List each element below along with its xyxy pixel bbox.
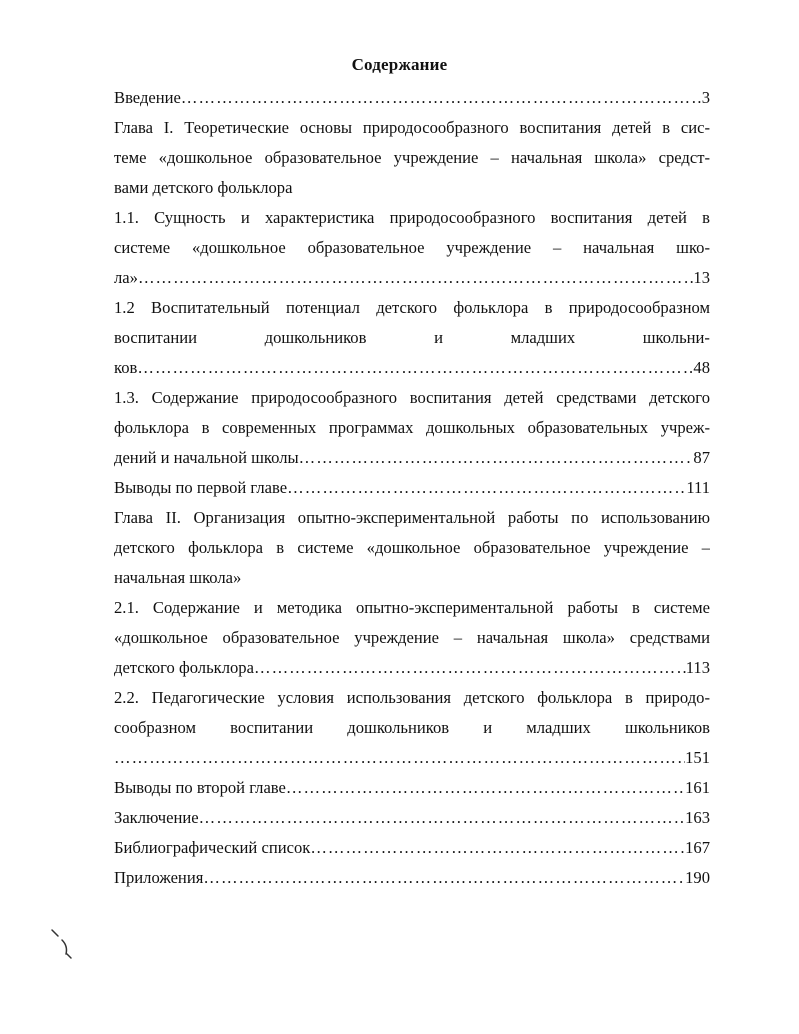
page-number: 13 xyxy=(693,268,710,287)
page-number: 113 xyxy=(685,658,710,677)
toc-word: воспитании xyxy=(230,718,314,737)
leader-dots xyxy=(299,443,694,473)
toc-line: 1.2 Воспитательный потенциал детского фольклора в природосообразном xyxy=(114,298,710,317)
toc-word: сообразном xyxy=(114,718,196,737)
leader-dots xyxy=(310,833,685,863)
toc-entry-label: Заключение xyxy=(114,808,199,827)
toc-line-last xyxy=(114,443,710,473)
toc-entry-appendices[interactable] xyxy=(114,863,710,893)
scan-mark-icon xyxy=(48,928,78,968)
page-number: 167 xyxy=(685,838,710,857)
toc-line: теме «дошкольное образовательное учреждение – начальная школа» средст- xyxy=(114,148,710,167)
toc-word: младших xyxy=(526,718,591,737)
toc-line: 2.2. Педагогические условия использования детского фольклора в природо- xyxy=(114,688,710,707)
page-number: 161 xyxy=(685,778,710,797)
toc-entry-chapter-2[interactable] xyxy=(114,503,710,593)
toc-line: фольклора в современных программах дошкольных образовательных учреж- xyxy=(114,418,710,437)
toc-line: 1.3. Содержание природосообразного воспитания детей средствами детского xyxy=(114,388,710,407)
page-number: 163 xyxy=(685,808,710,827)
leader-dots xyxy=(286,773,685,803)
page-number: 190 xyxy=(685,868,710,887)
toc-line: детского фольклора в системе «дошкольное образовательное учреждение – xyxy=(114,538,710,557)
page-number: 48 xyxy=(693,358,710,377)
toc-entry-label: Библиографический список xyxy=(114,838,311,857)
table-of-contents xyxy=(114,83,710,893)
toc-entry-label: детского фольклора xyxy=(114,658,254,677)
toc-entry-section-2-2[interactable] xyxy=(114,683,710,773)
page-number: 87 xyxy=(693,448,710,467)
toc-word: младших xyxy=(510,328,576,347)
page-number: 111 xyxy=(686,478,710,497)
toc-line-spaced xyxy=(114,323,710,353)
toc-entry-section-1-3[interactable] xyxy=(114,383,710,473)
toc-entry-bibliography[interactable] xyxy=(114,833,710,863)
toc-entry-conclusions-2[interactable] xyxy=(114,773,710,803)
toc-entry-label: дений и начальной школы xyxy=(114,448,299,467)
toc-entry-label: Выводы по второй главе xyxy=(114,778,286,797)
toc-entry-intro[interactable] xyxy=(114,83,710,113)
toc-entry-chapter-1[interactable] xyxy=(114,113,710,203)
toc-word: школьни- xyxy=(642,328,710,347)
toc-word: и xyxy=(483,718,493,737)
leader-dots xyxy=(181,83,702,113)
toc-entry-conclusion[interactable] xyxy=(114,803,710,833)
leader-dots xyxy=(203,863,685,893)
toc-line: начальная школа» xyxy=(114,568,242,587)
toc-entry-section-1-2[interactable] xyxy=(114,293,710,383)
toc-entry-conclusions-1[interactable] xyxy=(114,473,710,503)
toc-line: «дошкольное образовательное учреждение – начальная школа» средствами xyxy=(114,628,710,647)
page-title: Содержание xyxy=(351,55,448,74)
toc-line: системе «дошкольное образовательное учреждение – начальная шко- xyxy=(114,238,710,257)
toc-entry-label: Введение xyxy=(114,88,181,107)
toc-word: дошкольников xyxy=(347,718,450,737)
toc-line: 2.1. Содержание и методика опытно-экспериментальной работы в системе xyxy=(114,598,710,617)
toc-word: дошкольников xyxy=(264,328,367,347)
toc-line-last xyxy=(114,743,710,773)
page-number: 3 xyxy=(701,88,710,107)
toc-line-last xyxy=(114,653,710,683)
toc-line: вами детского фольклора xyxy=(114,178,293,197)
toc-word: и xyxy=(434,328,443,347)
leader-dots xyxy=(137,353,693,383)
leader-dots xyxy=(199,803,685,833)
toc-entry-section-2-1[interactable] xyxy=(114,593,710,683)
toc-word: школьников xyxy=(624,718,710,737)
toc-entry-section-1-1[interactable] xyxy=(114,203,710,293)
toc-line: 1.1. Сущность и характеристика природосообразного воспитания детей в xyxy=(114,208,710,227)
toc-entry-label: ла» xyxy=(114,268,138,287)
page-number: 151 xyxy=(685,748,710,767)
toc-entry-label: Приложения xyxy=(114,868,204,887)
toc-line: Глава I. Теоретические основы природосообразного воспитания детей в сис- xyxy=(114,118,710,137)
toc-line-last xyxy=(114,353,710,383)
leader-dots xyxy=(254,653,686,683)
toc-word: воспитании xyxy=(114,328,198,347)
leader-dots xyxy=(287,473,686,503)
toc-entry-label: Выводы по первой главе xyxy=(114,478,288,497)
toc-entry-label: ков xyxy=(114,358,138,377)
toc-line-last xyxy=(114,263,710,293)
toc-line-spaced xyxy=(114,713,710,743)
toc-line: Глава II. Организация опытно-экспериментальной работы по использованию xyxy=(114,508,710,527)
leader-dots xyxy=(138,263,693,293)
leader-dots xyxy=(114,743,685,773)
